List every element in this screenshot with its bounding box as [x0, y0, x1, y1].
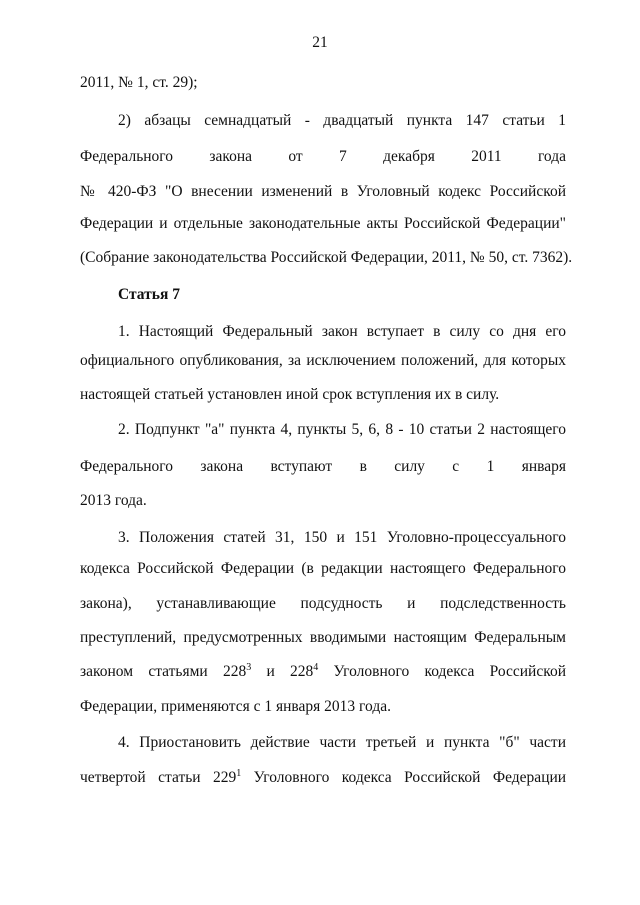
text-line: Федерального закона вступают в силу с 1 января: [80, 458, 566, 475]
word: Российской: [489, 663, 567, 680]
text-line: 1. Настоящий Федеральный закон вступает в силу со дня его: [118, 323, 566, 340]
text-line: 2. Подпункт "а" пункта 4, пункты 5, 6, 8 - 10 статьи 2 настоящего: [118, 421, 566, 438]
article-ref: [213, 769, 241, 786]
article-heading: Статья 7: [118, 286, 180, 303]
text-line: Федерального закона от 7 декабря 2011 года: [80, 148, 566, 165]
word: Уголовного: [333, 663, 410, 680]
word: статьями: [148, 663, 208, 680]
text-line: 4. Приостановить действие части третьей и пункта "б" части: [118, 734, 566, 751]
text-line-with-superscripts: [80, 662, 566, 682]
word: законом: [80, 663, 134, 680]
article-ref: [223, 663, 318, 680]
word: Уголовного: [253, 769, 330, 786]
superscript: 3: [246, 661, 252, 673]
word: Российской: [404, 769, 481, 786]
article-number: 228: [290, 663, 314, 680]
text-line: (Собрание законодательства Российской Федерации, 2011, № 50, ст. 7362).: [80, 249, 573, 266]
text-line: 3. Положения статей 31, 150 и 151 Уголовно-процессуального: [118, 529, 566, 546]
text-line: официального опубликования, за исключением положений, для которых: [80, 352, 566, 369]
word: Федерации: [492, 769, 567, 786]
text-line: 2013 года.: [80, 492, 147, 509]
page-number: 21: [312, 34, 328, 51]
text-line: закона), устанавливающие подсудность и подследственность: [80, 595, 566, 612]
text-line-with-superscripts: [80, 768, 566, 788]
article-number: 228: [222, 663, 247, 680]
word: и: [266, 663, 275, 680]
text-line: Федерации и отдельные законодательные акты Российской Федерации": [80, 215, 566, 232]
text-line: преступлений, предусмотренных вводимыми настоящим Федеральным: [80, 629, 566, 646]
text-line: настоящей статьей установлен иной срок вступления их в силу.: [80, 386, 500, 403]
article-number: 229: [213, 769, 237, 786]
word: кодекса: [424, 663, 475, 680]
text-line: 2) абзацы семнадцатый - двадцатый пункта 147 статьи 1: [118, 112, 566, 129]
word: кодекса: [341, 769, 392, 786]
word: статьи: [158, 769, 201, 786]
text-line: 2011, № 1, ст. 29);: [80, 74, 198, 91]
superscript: 1: [236, 767, 242, 779]
text-line: № 420-ФЗ "О внесении изменений в Уголовный кодекс Российской: [80, 183, 566, 200]
word: четвертой: [80, 769, 146, 786]
text-line: Федерации, применяются с 1 января 2013 года.: [80, 698, 391, 715]
text-line: кодекса Российской Федерации (в редакции настоящего Федерального: [80, 560, 566, 577]
superscript: 4: [313, 661, 319, 673]
